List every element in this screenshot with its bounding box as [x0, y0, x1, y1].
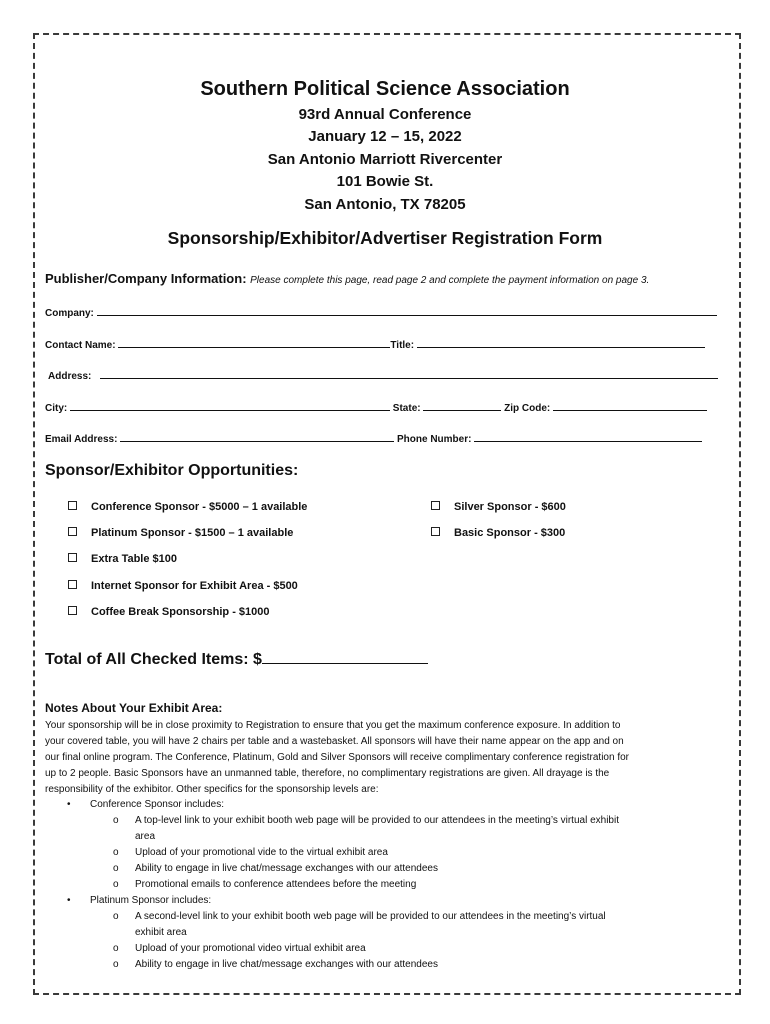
notes-line: responsibility of the exhibitor. Other specifics for the sponsorship levels are: — [45, 784, 379, 795]
city-input-line[interactable] — [70, 400, 390, 411]
total-input-line[interactable] — [262, 649, 428, 664]
total-label: Total of All Checked Items: $ — [45, 651, 262, 668]
bullet-icon: • — [67, 799, 71, 810]
option-coffee-break[interactable]: Coffee Break Sponsorship - $1000 — [68, 606, 270, 618]
email-row — [45, 431, 702, 445]
address-field — [48, 368, 718, 382]
platinum-includes-label: Platinum Sponsor includes: — [90, 895, 212, 906]
form-title: Sponsorship/Exhibitor/Advertiser Registration Form — [167, 228, 603, 248]
circle-bullet-icon: o — [113, 847, 119, 858]
notes-paragraph — [45, 718, 725, 798]
circle-bullet-icon: o — [113, 911, 119, 922]
title-label: Title: — [390, 340, 415, 351]
list-item: o A second-level link to your exhibit booth web page will be provided to our attendees in the meeting’s virtual exhibit area — [113, 911, 606, 938]
option-basic-sponsor[interactable]: Basic Sponsor - $300 — [431, 527, 565, 539]
company-field — [45, 305, 717, 319]
checkbox[interactable] — [68, 527, 77, 536]
email-label: Email Address: — [45, 434, 118, 445]
notes-line: our final online program. The Conference, Platinum, Gold and Silver Sponsors will receive complimentary conference registration for — [45, 752, 629, 763]
bullet-icon: • — [67, 895, 71, 906]
circle-bullet-icon: o — [113, 863, 119, 874]
org-title: Southern Political Science Association — [200, 78, 570, 100]
checkbox[interactable] — [68, 580, 77, 589]
conference-name: 93rd Annual Conference — [298, 106, 472, 123]
notes-line: your covered table, you will have 2 chairs per table and a wastebasket. All sponsors will have their name appear on the app and on — [45, 736, 624, 747]
platinum-includes-list — [113, 909, 606, 973]
conference-includes-list — [113, 813, 619, 893]
contact-name-label: Contact Name: — [45, 340, 116, 351]
conference-includes-item — [67, 797, 224, 813]
zip-input-line[interactable] — [553, 400, 707, 411]
state-label: State: — [392, 403, 421, 414]
checkbox[interactable] — [68, 606, 77, 615]
checkbox[interactable] — [431, 527, 440, 536]
contact-name-input-line[interactable] — [118, 337, 390, 348]
title-input-line[interactable] — [417, 337, 705, 348]
company-info-label: Publisher/Company Information — [45, 271, 243, 286]
email-input-line[interactable] — [120, 431, 394, 442]
list-item: o Ability to engage in live chat/message exchanges with our attendees — [113, 861, 619, 877]
company-input-line[interactable] — [97, 305, 717, 316]
list-item: o Upload of your promotional video virtual exhibit area — [113, 941, 606, 957]
circle-bullet-icon: o — [113, 879, 119, 890]
venue-street: 101 Bowie St. — [336, 173, 434, 190]
city-label: City: — [45, 403, 68, 414]
address-input-line[interactable] — [100, 368, 718, 379]
state-input-line[interactable] — [423, 400, 501, 411]
notes-line: up to 2 people. Basic Sponsors have an unmanned table, therefore, no complimentary registrations are given. All drayage is the — [45, 768, 610, 779]
venue-city: San Antonio, TX 78205 — [304, 196, 466, 213]
company-label: Company: — [45, 308, 94, 319]
list-item: o Upload of your promotional vide to the virtual exhibit area — [113, 845, 619, 861]
notes-line: Your sponsorship will be in close proximity to Registration to ensure that you get the maximum conference exposure. In addition to — [45, 720, 621, 731]
circle-bullet-icon: o — [113, 943, 119, 954]
checkbox[interactable] — [68, 553, 77, 562]
phone-label: Phone Number: — [397, 434, 472, 445]
option-extra-table[interactable]: Extra Table $100 — [68, 553, 177, 565]
notes-heading: Notes About Your Exhibit Area: — [45, 701, 223, 715]
company-info-heading: Publisher/Company Information: Please complete this page, read page 2 and complete the payment information on page 3. — [45, 271, 650, 286]
zip-label: Zip Code: — [504, 403, 551, 414]
list-item: o Promotional emails to conference attendees before the meeting — [113, 877, 619, 893]
list-item: o A top-level link to your exhibit booth web page will be provided to our attendees in the meeting’s virtual exhibit area — [113, 815, 619, 842]
opportunities-heading: Sponsor/Exhibitor Opportunities: — [45, 462, 299, 479]
contact-row — [45, 337, 705, 351]
checkbox[interactable] — [68, 501, 77, 510]
phone-input-line[interactable] — [474, 431, 702, 442]
option-conference-sponsor[interactable]: Conference Sponsor - $5000 – 1 available — [68, 501, 307, 513]
conference-venue: San Antonio Marriott Rivercenter — [267, 151, 503, 168]
option-silver-sponsor[interactable]: Silver Sponsor - $600 — [431, 501, 566, 513]
option-internet-sponsor[interactable]: Internet Sponsor for Exhibit Area - $500 — [68, 580, 298, 592]
list-item: o Ability to engage in live chat/message exchanges with our attendees — [113, 957, 606, 973]
circle-bullet-icon: o — [113, 815, 119, 826]
circle-bullet-icon: o — [113, 959, 119, 970]
conference-includes-label: Conference Sponsor includes: — [90, 799, 224, 810]
address-label: Address: — [48, 371, 92, 382]
option-platinum-sponsor[interactable]: Platinum Sponsor - $1500 – 1 available — [68, 527, 293, 539]
company-info-note: Please complete this page, read page 2 and complete the payment information on page 3. — [250, 275, 650, 286]
city-row — [45, 400, 707, 414]
conference-dates: January 12 – 15, 2022 — [308, 128, 462, 145]
total-row — [45, 649, 428, 669]
platinum-includes-item — [67, 893, 211, 909]
checkbox[interactable] — [431, 501, 440, 510]
